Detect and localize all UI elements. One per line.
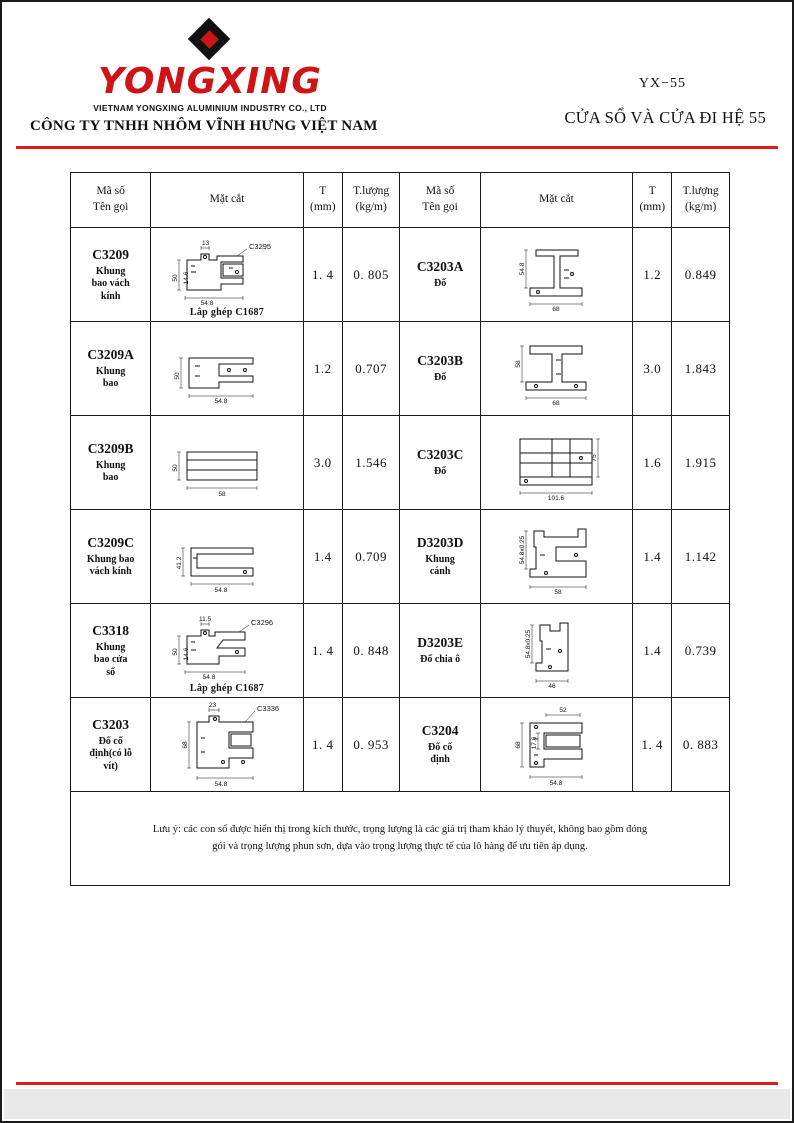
- dim-label: 52: [559, 706, 568, 714]
- footer-bar: [4, 1089, 790, 1119]
- diamond-logo-icon: [190, 22, 230, 62]
- header-right-block: [564, 76, 766, 128]
- page-header: [2, 2, 792, 140]
- profile-drawing-cell: [151, 604, 303, 698]
- header-divider: [16, 146, 778, 149]
- dim-label: 54.8: [202, 673, 216, 681]
- profile-desc-l1: Khung bao: [86, 553, 135, 565]
- profile-drawing-cell: [151, 510, 303, 604]
- dim-label: 101.6: [548, 494, 565, 502]
- profile-code: D3203E: [417, 635, 464, 651]
- header-code-right-l2: Tên gọi: [422, 201, 458, 213]
- weight-value: 1.546: [342, 416, 400, 510]
- profile-code-cell: [400, 604, 480, 698]
- header-section-left: Mặt cắt: [151, 173, 303, 228]
- part-label: C3336: [257, 703, 280, 713]
- header-code-left-l1: Mã số: [96, 185, 125, 198]
- table-row: [71, 228, 730, 322]
- profile-desc-l1: Đố: [434, 466, 447, 478]
- header-weight-left: [342, 173, 400, 228]
- dim-label: 41.2: [176, 556, 183, 569]
- table-row: [71, 698, 730, 792]
- table-row: [71, 416, 730, 510]
- weight-value: 0. 805: [342, 228, 400, 322]
- profile-code: C3209: [92, 246, 130, 262]
- thickness-value: 1. 4: [303, 228, 342, 322]
- dim-label: 50: [172, 273, 179, 282]
- weight-value: 0.707: [342, 322, 400, 416]
- note-line-1: Lưu ý: các con số được hiển thị trong kích thước, trọng lượng là các giá trị tham khảo lý thuyết, không bao gồm đóng: [152, 823, 648, 835]
- profile-code-cell: [71, 698, 151, 792]
- weight-value: 0. 848: [342, 604, 400, 698]
- profile-code-cell: [71, 416, 151, 510]
- profile-code: C3203A: [416, 259, 464, 275]
- profile-drawing: [486, 611, 626, 691]
- profile-code: C3209A: [87, 347, 134, 363]
- profile-code-cell: [400, 698, 480, 792]
- thickness-value: 3.0: [303, 416, 342, 510]
- profile-drawing-cell: [480, 604, 632, 698]
- profile-desc-l2: định: [430, 754, 450, 766]
- company-logo: [60, 22, 360, 113]
- thickness-value: 1. 4: [633, 698, 672, 792]
- spec-table: [70, 172, 730, 886]
- profile-code: C3318: [92, 622, 130, 638]
- table-row: [71, 322, 730, 416]
- profile-drawing: [157, 232, 297, 306]
- assembly-note: Lắp ghép C1687: [189, 306, 265, 318]
- dim-label: 54.8: [214, 586, 228, 594]
- profile-desc-l2: vách kính: [89, 566, 132, 578]
- dim-label: 58: [554, 588, 563, 596]
- profile-drawing: [157, 332, 297, 406]
- profile-desc-l1: Khung: [95, 365, 126, 377]
- profile-code-cell: [400, 416, 480, 510]
- company-name: CÔNG TY TNHH NHÔM VĨNH HƯNG VIỆT NAM: [30, 118, 378, 134]
- header-t-right-l2: (mm): [639, 201, 666, 213]
- header-weight-right-l2: (kg/m): [685, 201, 717, 213]
- profile-desc-l1: Đố: [434, 372, 447, 384]
- profile-code: C3203: [92, 716, 130, 732]
- header-code-left: [71, 173, 151, 228]
- weight-value: 1.843: [672, 322, 730, 416]
- profile-drawing: [486, 517, 626, 597]
- profile-code-cell: [71, 604, 151, 698]
- header-t-left-l1: T: [319, 185, 327, 198]
- dim-label: 54.8x0.25: [525, 629, 533, 658]
- weight-value: 0.709: [342, 510, 400, 604]
- table-row: [71, 510, 730, 604]
- weight-value: 0.739: [672, 604, 730, 698]
- profile-code: C3203C: [416, 447, 464, 463]
- header-weight-right-l1: T.lượng: [682, 185, 719, 198]
- profile-drawing-cell: [151, 228, 303, 322]
- profile-code: C3209B: [87, 441, 134, 457]
- dim-label: 54.8: [519, 262, 527, 275]
- page-title: CỬA SỔ VÀ CỬA ĐI HỆ 55: [564, 108, 766, 127]
- part-label: C3296: [251, 617, 274, 627]
- dim-label: 68: [552, 399, 561, 407]
- profile-drawing-cell: [480, 322, 632, 416]
- dim-label: 11.5: [199, 615, 212, 623]
- profile-drawing: [157, 426, 297, 500]
- profile-desc-l2: cánh: [429, 566, 451, 578]
- brand-subtitle: VIETNAM YONGXING ALUMINIUM INDUSTRY CO., LTD: [93, 103, 327, 113]
- profile-desc-l2: bao vách: [91, 278, 130, 290]
- weight-value: 0.849: [672, 228, 730, 322]
- dim-label: 17.6: [531, 736, 539, 749]
- header-t-right-l1: T: [648, 185, 656, 198]
- weight-value: 0. 953: [342, 698, 400, 792]
- dim-label: 58: [515, 359, 523, 368]
- spec-table-wrap: [70, 172, 730, 886]
- header-t-left-l2: (mm): [309, 201, 336, 213]
- header-section-right: Mặt cắt: [480, 173, 632, 228]
- profile-drawing: [157, 520, 297, 594]
- profile-code-cell: [400, 322, 480, 416]
- dim-label: 75: [591, 453, 599, 462]
- profile-code-cell: [71, 322, 151, 416]
- profile-code: C3204: [421, 723, 459, 739]
- header-t-right: [633, 173, 672, 228]
- table-note-row: [71, 792, 730, 886]
- thickness-value: 1.4: [633, 510, 672, 604]
- profile-drawing: [486, 330, 626, 408]
- weight-value: 1.142: [672, 510, 730, 604]
- thickness-value: 1. 4: [303, 698, 342, 792]
- dim-label: 54.8: [214, 780, 228, 788]
- assembly-note: Lắp ghép C1687: [189, 682, 265, 694]
- profile-drawing: [157, 608, 297, 682]
- profile-desc-l1: Đố: [434, 278, 447, 290]
- table-header-row: [71, 173, 730, 228]
- dim-label: 54.8: [214, 397, 228, 405]
- brand-name: YONGXING: [98, 61, 322, 102]
- thickness-value: 1. 4: [303, 604, 342, 698]
- dim-label: 50: [172, 463, 179, 472]
- dim-label: 54.8x0.25: [519, 535, 527, 564]
- profile-desc-l1: Khung: [425, 553, 455, 565]
- dim-label: 23: [209, 701, 217, 709]
- dim-label: 68: [552, 305, 561, 313]
- profile-desc-l1: Đố chia ô: [420, 654, 461, 666]
- dim-label: 14.6: [183, 647, 190, 660]
- profile-desc-l3: vít): [103, 760, 118, 772]
- profile-desc-l1: Đố cố: [98, 735, 123, 747]
- header-weight-left-l2: (kg/m): [355, 201, 387, 213]
- footer-divider: [16, 1082, 778, 1085]
- header-code-right: [400, 173, 480, 228]
- profile-desc-l2: bao: [102, 472, 119, 484]
- profile-drawing-cell: [480, 228, 632, 322]
- profile-desc-l1: Khung: [95, 459, 126, 471]
- profile-drawing-cell: [480, 416, 632, 510]
- profile-desc-l2: định(có lỗ: [89, 748, 132, 760]
- profile-code-cell: [71, 228, 151, 322]
- thickness-value: 1.2: [633, 228, 672, 322]
- profile-desc-l3: sổ: [106, 666, 116, 678]
- dim-label: 68: [182, 740, 189, 749]
- dim-label: 50: [172, 647, 179, 656]
- profile-desc-l1: Khung: [95, 641, 126, 653]
- dim-label: 50: [174, 371, 181, 380]
- profile-code: C3209C: [87, 535, 134, 551]
- profile-drawing-cell: [151, 698, 303, 792]
- header-weight-right: [672, 173, 730, 228]
- profile-code-cell: [400, 228, 480, 322]
- header-t-left: [303, 173, 342, 228]
- thickness-value: 1.2: [303, 322, 342, 416]
- part-label: C3295: [249, 241, 272, 251]
- profile-code: C3203B: [417, 353, 464, 369]
- dim-label: 13: [202, 239, 210, 247]
- profile-drawing: [486, 236, 626, 314]
- dim-label: 54.8: [200, 299, 214, 306]
- dim-label: 58: [218, 490, 226, 498]
- profile-drawing: [486, 703, 626, 787]
- thickness-value: 1.6: [633, 416, 672, 510]
- weight-value: 0. 883: [672, 698, 730, 792]
- profile-drawing: [157, 702, 297, 788]
- profile-desc-l2: bao: [102, 378, 119, 390]
- weight-value: 1.915: [672, 416, 730, 510]
- profile-drawing-cell: [480, 698, 632, 792]
- header-code-right-l1: Mã số: [425, 185, 455, 198]
- dim-label: 54.8: [550, 779, 563, 787]
- note-cell: [71, 792, 730, 886]
- note-line-2: gói và trọng lượng phun sơn, dựa vào trọng lượng thực tế của lô hàng để ưu tiên áp dụng.: [212, 840, 588, 852]
- profile-drawing-cell: [480, 510, 632, 604]
- thickness-value: 1.4: [633, 604, 672, 698]
- thickness-value: 3.0: [633, 322, 672, 416]
- dim-label: 68: [515, 740, 523, 749]
- profile-drawing-cell: [151, 322, 303, 416]
- profile-code-cell: [71, 510, 151, 604]
- profile-code-cell: [400, 510, 480, 604]
- dim-label: 14.6: [183, 271, 190, 284]
- header-code-left-l2: Tên gọi: [92, 201, 129, 213]
- dim-label: 46: [548, 682, 557, 690]
- table-row: [71, 604, 730, 698]
- profile-desc-l1: Đố cố: [428, 741, 453, 753]
- thickness-value: 1.4: [303, 510, 342, 604]
- profile-drawing-cell: [151, 416, 303, 510]
- profile-desc-l3: kính: [100, 290, 121, 302]
- profile-desc-l2: bao cửa: [93, 654, 128, 666]
- profile-drawing: [486, 423, 626, 503]
- profile-code: D3203D: [416, 535, 464, 551]
- profile-desc-l1: Khung: [95, 265, 126, 277]
- header-weight-left-l1: T.lượng: [353, 185, 390, 198]
- series-code: YX−55: [638, 76, 686, 91]
